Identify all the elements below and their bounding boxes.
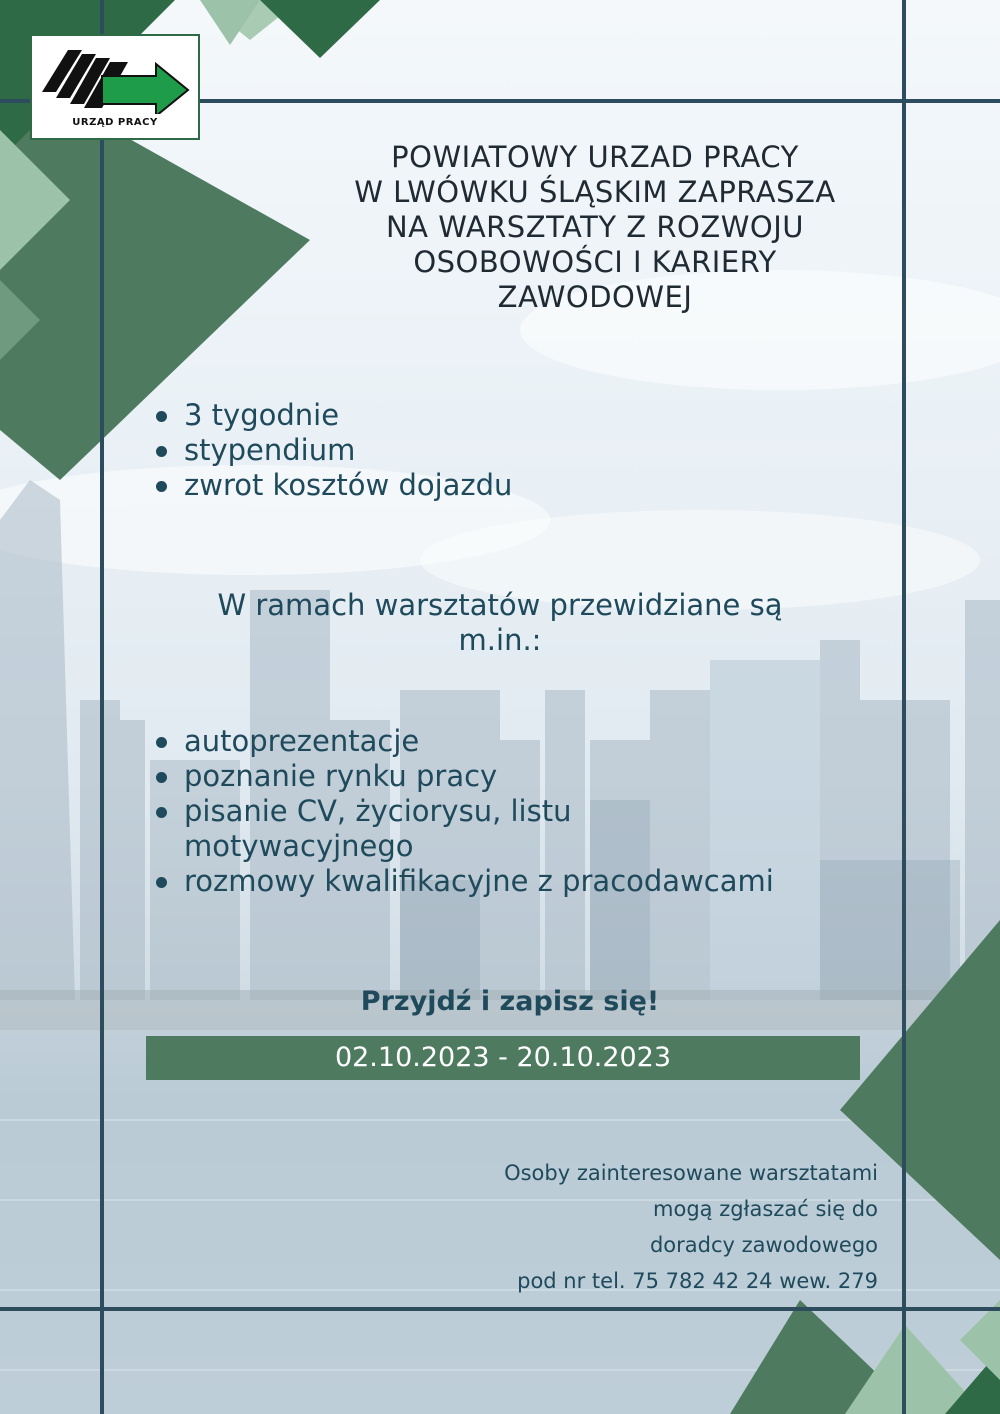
logo <box>30 34 200 140</box>
list-item: pisanie CV, życiorysu, listu motywacyjnego <box>152 794 654 864</box>
frame-line-bottom <box>0 1307 1000 1311</box>
contact-line: doradcy zawodowego <box>649 1233 878 1257</box>
list-item: autoprezentacje <box>152 724 892 759</box>
list-item: rozmowy kwalifikacyjne z pracodawcami <box>152 864 892 899</box>
page-title <box>290 140 900 315</box>
logo-arrow-icon <box>38 42 194 114</box>
title-line: OSOBOWOŚCI I KARIERY <box>413 245 777 279</box>
intro-text: W ramach warsztatów przewidziane są m.in.: <box>217 588 783 657</box>
benefits-list <box>152 398 512 503</box>
date-banner <box>146 1036 860 1080</box>
list-item: 3 tygodnie <box>152 398 512 433</box>
contact-line: Osoby zainteresowane warsztatami <box>504 1161 878 1185</box>
list-item: zwrot kosztów dojazdu <box>152 468 512 503</box>
title-line: ZAWODOWEJ <box>497 280 693 314</box>
call-to-action: Przyjdź i zapisz się! <box>360 986 660 1017</box>
frame-line-left <box>100 0 104 1414</box>
title-line: POWIATOWY URZAD PRACY <box>391 140 799 174</box>
list-item: stypendium <box>152 433 512 468</box>
date-range: 02.10.2023 - 20.10.2023 <box>334 1042 672 1073</box>
list-item: poznanie rynku pracy <box>152 759 892 794</box>
title-line: NA WARSZTATY Z ROZWOJU <box>385 210 804 244</box>
topics-list <box>152 724 892 899</box>
contact-line: mogą zgłaszać się do <box>653 1197 878 1221</box>
logo-text: URZĄD PRACY <box>72 117 158 128</box>
contact-info <box>318 1155 878 1299</box>
contact-line: pod nr tel. 75 782 42 24 wew. 279 <box>517 1269 878 1293</box>
frame-line-right <box>902 0 906 1414</box>
title-line: W LWÓWKU ŚLĄSKIM ZAPRASZA <box>354 175 836 209</box>
